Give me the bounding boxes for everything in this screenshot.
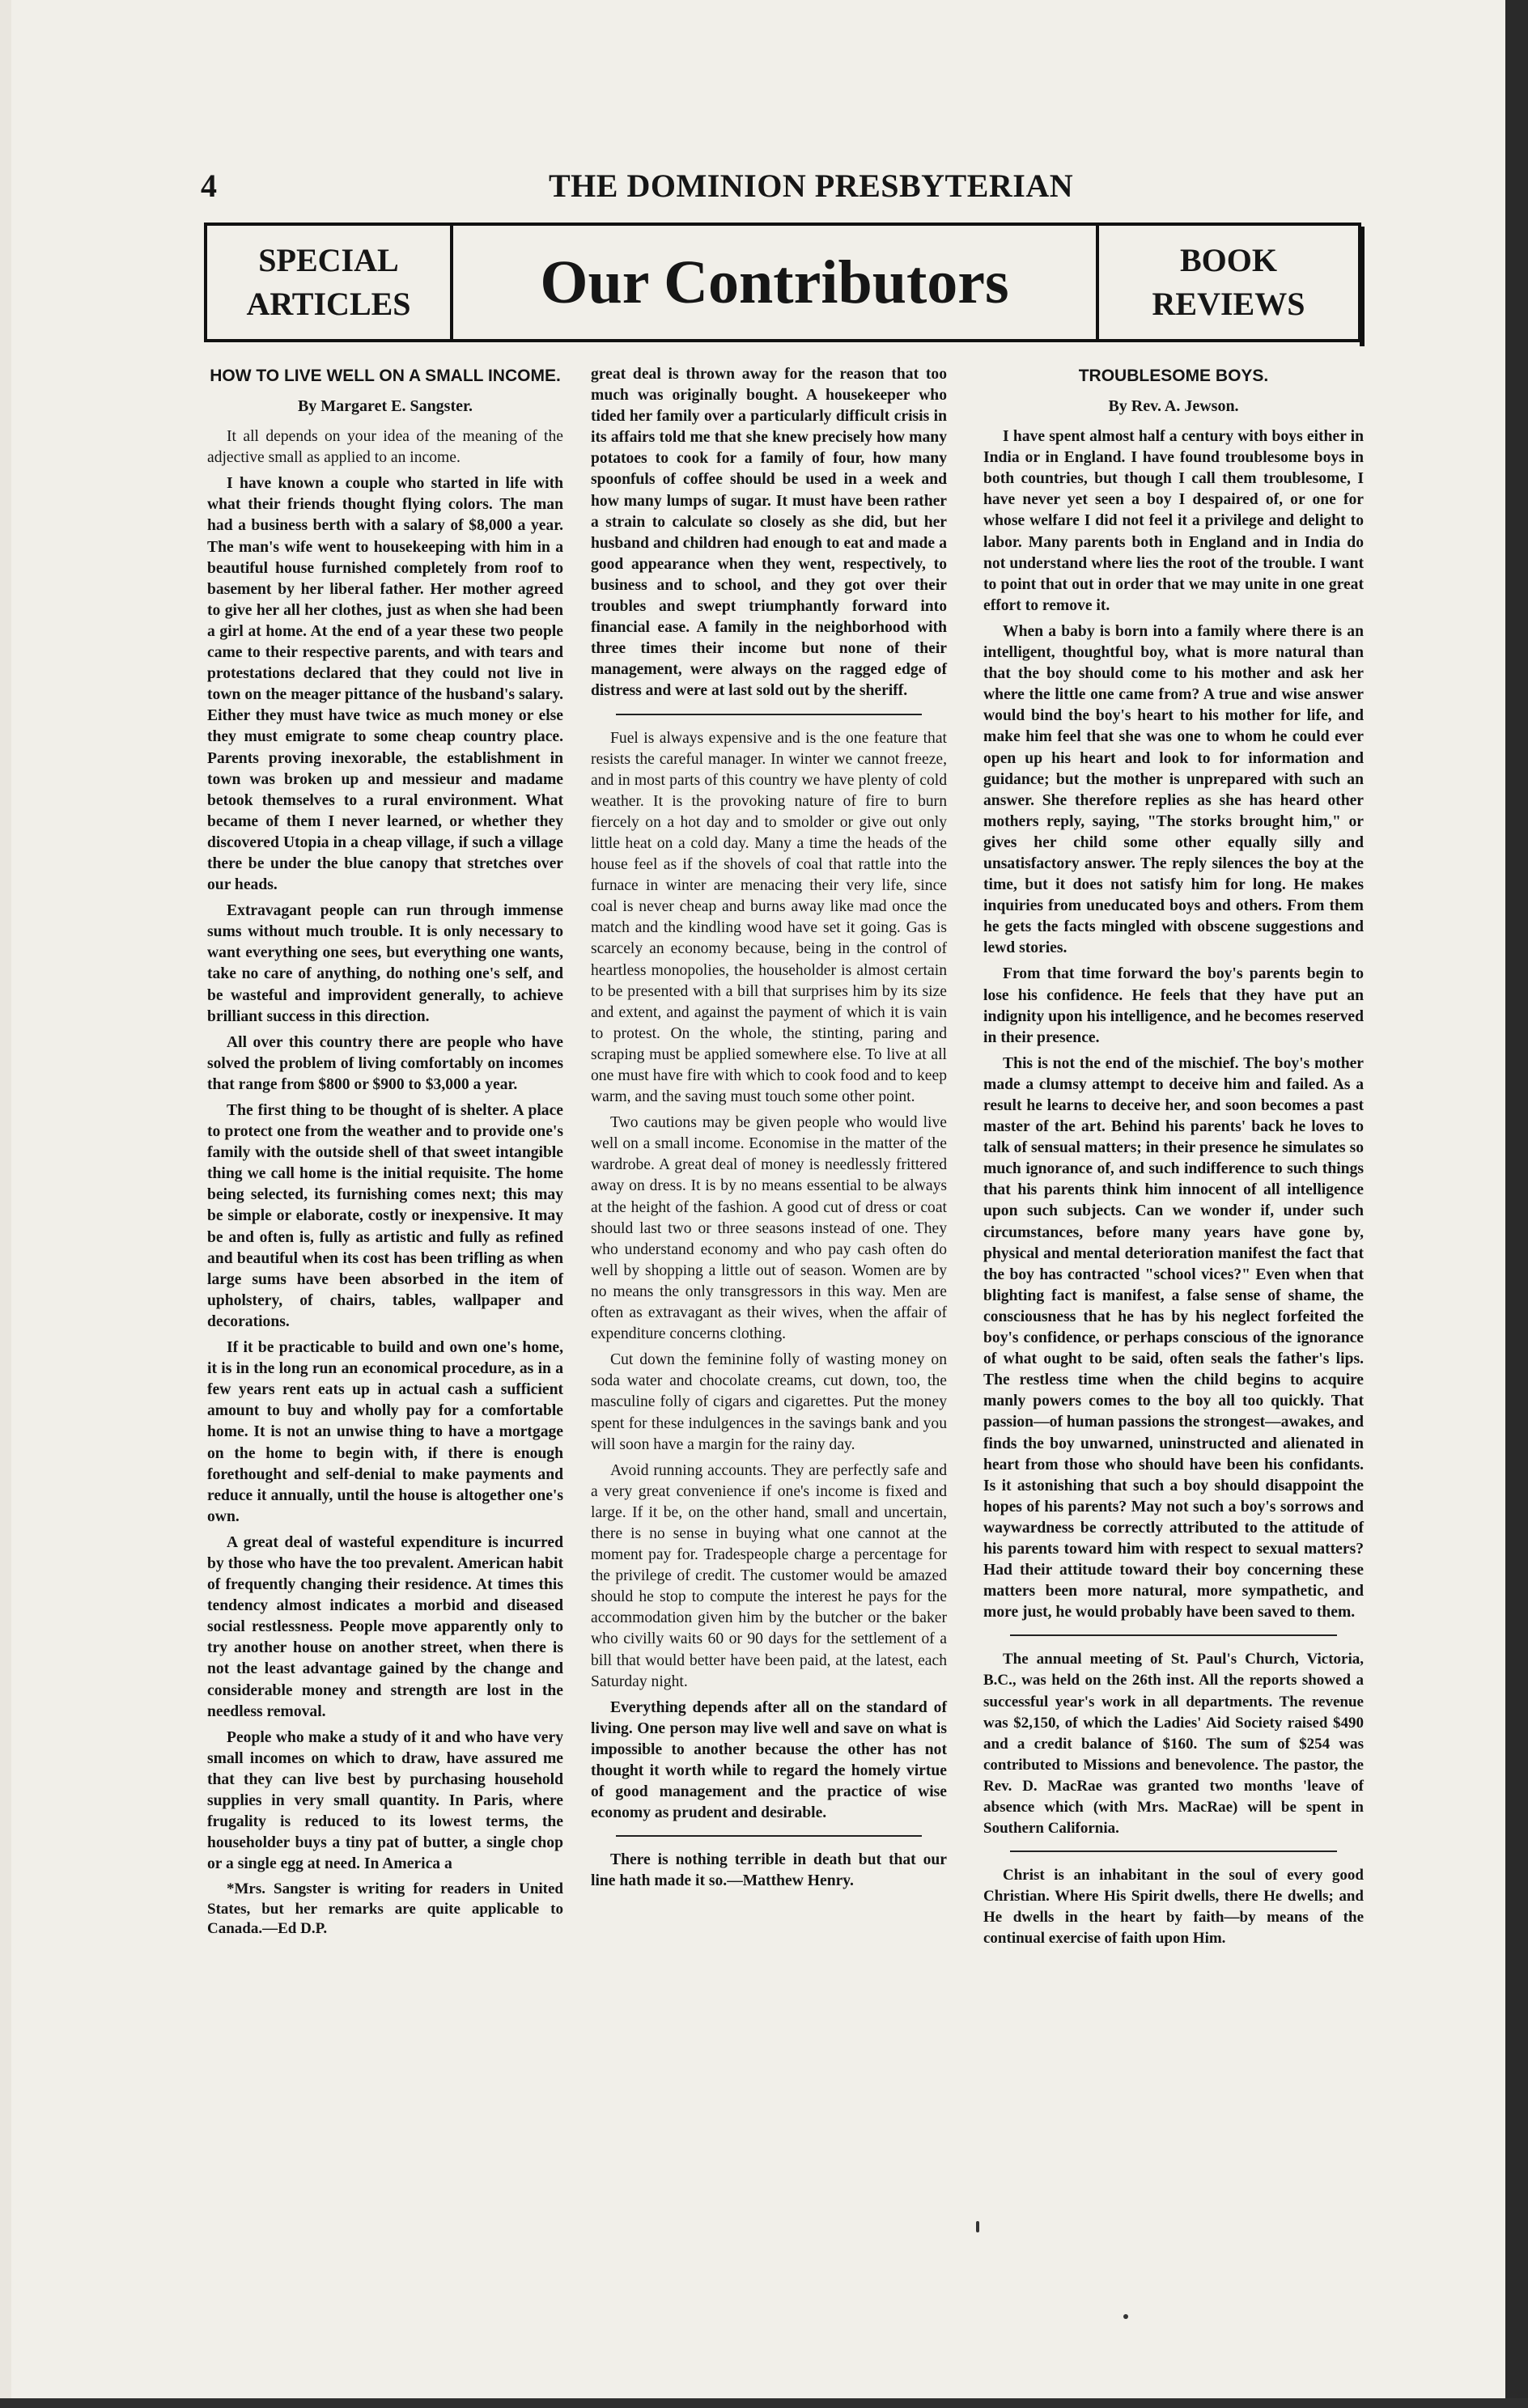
running-head bbox=[201, 167, 1368, 207]
divider bbox=[616, 714, 922, 715]
article-paragraph: It all depends on your idea of the meaning of the adjective small as applied to an income. bbox=[207, 428, 563, 467]
divider bbox=[1010, 1634, 1337, 1636]
column-2 bbox=[591, 364, 947, 1897]
article-paragraph: great deal is thrown away for the reason that too much was originally bought. A housekeeper who tided her family over a particularly difficult crisis in its affairs told me that she knew precisely how many potatoes to cook for a family of four, how many spoonfuls of coffee should be used in a week and how many lumps of sugar. It must have been rather a strain to calculate so closely as she did, but her husband and children had enough to eat and made a good appearance when they went, respectively, to business and to school, and they got over their troubles and swept triumphantly forward into financial ease. A family in the neighborhood with three times their income but none of their management, were always on the ragged edge of distress and were at last sold out by the sheriff. bbox=[591, 366, 947, 700]
scan-edge-right bbox=[1505, 0, 1528, 2408]
article-paragraph: All over this country there are people who have solved the problem of living comfortably on incomes that range from $800 or $900 to $3,000 a year. bbox=[207, 1033, 563, 1093]
section-masthead bbox=[204, 223, 1361, 342]
divider bbox=[616, 1835, 922, 1837]
article-paragraph: I have known a couple who started in life with what their friends thought flying colors. The man had a business berth with a salary of $8,000 a year. The man's wife went to housekeeping with him in a beautiful house furnished completely from roof to basement by her liberal father. Her mother agreed to give her all her clothes, just as when she had been a girl at home. At the end of a year these two people came to their respective parents, and with tears and protestations declared that they could not live in town on the meager pittance of the husband's salary. Either they must have twice as much money or else they must emigrate to some cheap country place. Parents proving inexorable, the establishment in town was broken up and messieur and madame betook themselves to a rural environment. What became of them I never learned, or whether they discovered Utopia in a cheap village, if such a village there be under the blue canopy that stretches over our heads. bbox=[207, 475, 563, 894]
article-paragraph: Fuel is always expensive and is the one feature that resists the careful manager. In winter we cannot freeze, and in most parts of this country we have plenty of cold weather. It is the provoking nature of fire to burn fiercely on a hot day and to smolder or give out only little heat on a cold day. Many a time the heads of the house feel as if the shovels of coal that rattle into the furnace in winter are menacing their very life, since coal is never cheap and burns away like mad once the match and the kindling wood have set it going. Gas is scarcely an economy because, being in the control of heartless monopolies, the householder is almost certain to be presented with a bill that surprises him by its size and extent, and against the payment of which it is vain to protest. On the whole, the stinting, paring and scraping must be applied somewhere else. To live at all one must have fire with which to cook food and to keep warm, and the saving must touch some other point. bbox=[591, 729, 947, 1106]
article-footnote: *Mrs. Sangster is writing for readers in United States, but her remarks are quite applicable to Canada.—Ed D.P. bbox=[207, 1880, 563, 1938]
article-paragraph: I have spent almost half a century with boys either in India or in England. I have found troublesome boys in both countries, but though I call them troublesome, I have never yet seen a boy I despaired of, or one for whose welfare I did not feel it a privilege and delight to labor. Many parents both in England and in India do not understand where lies the root of the trouble. I want to point that out in order that we may unite in one great effort to remove it. bbox=[983, 428, 1364, 614]
section-title: Our Contributors bbox=[540, 248, 1009, 316]
article-byline: By Margaret E. Sangster. bbox=[297, 397, 473, 415]
masthead-right-line2: REVIEWS bbox=[1152, 286, 1305, 322]
masthead-left-line2: ARTICLES bbox=[246, 286, 411, 322]
article-byline: By Rev. A. Jewson. bbox=[1108, 397, 1239, 415]
article-paragraph: If it be practicable to build and own one's home, it is in the long run an economical procedure, as in a few years rent eats up in actual cash a sufficient amount to buy and wholly pay for a comfortable home. It is not an unwise thing to have a mortgage on the home to begin with, if there is enough forethought and self-denial to make payments and reduce it annually, until the house is altogether one's own. bbox=[207, 1339, 563, 1525]
article-paragraph: People who make a study of it and who have very small incomes on which to draw, have assured me that they can live best by purchasing household supplies in very small quantity. In Paris, where frugality is reduced to its lowest terms, the householder buys a tiny pat of butter, a single chop or a single egg at need. In America a bbox=[207, 1728, 563, 1873]
divider bbox=[1010, 1851, 1337, 1852]
article-paragraph: When a baby is born into a family where there is an intelligent, thoughtful boy, what is more natural than that the boy should come to his mother and ask her where the little one came from? A true and wise answer would bind the boy's heart to his mother for life, and make him feel that she was one to whom he could ever open up his heart and look to for information and guidance; but the mother is unprepared with such an answer. She therefore replies as she has heard other mothers reply, saying, "The storks brought him," or gives her child some other equally silly and unsatisfactory answer. The reply silences the boy at the time, but it does not satisfy him for long. He makes inquiries from uneducated boys and others. From them he gets the facts mingled with obscene suggestions and lewd stories. bbox=[983, 622, 1364, 957]
closing-quote: There is nothing terrible in death but that our line hath made it so.—Matthew Henry. bbox=[591, 1851, 947, 1890]
article-title: TROUBLESOME BOYS. bbox=[1078, 367, 1269, 385]
masthead-shadow bbox=[1360, 227, 1365, 346]
article-paragraph: The first thing to be thought of is shelter. A place to protect one from the weather and to provide one's family with the outside shell of that sweet intangible thing we call home is the initial requisite. The home being selected, its furnishing comes next; this may be simple or elaborate, costly or inexpensive. It may be and often is, fully as artistic and fully as refined and beautiful when its cost has been trifling as when large sums have been absorbed in the item of upholstery, of chairs, tables, wallpaper and decorations. bbox=[207, 1102, 563, 1330]
article-paragraph: Everything depends after all on the standard of living. One person may live well and save on what is impossible to another because the other has not thought it worth while to regard the homely virtue of good management and the practice of wise economy as prudent and desirable. bbox=[591, 1698, 947, 1822]
masthead-right-line1: BOOK bbox=[1179, 242, 1278, 278]
scan-edge-bottom bbox=[0, 2398, 1528, 2408]
masthead-left-line1: SPECIAL bbox=[258, 242, 399, 278]
page-number: 4 bbox=[201, 167, 218, 204]
masthead-left-box bbox=[207, 226, 453, 339]
column-3 bbox=[983, 364, 1364, 1955]
article-paragraph: From that time forward the boy's parents begin to lose his confidence. He feels that they have put an indignity upon his intelligence, and he becomes reserved in their presence. bbox=[983, 965, 1364, 1046]
article-paragraph: Two cautions may be given people who would live well on a small income. Economise in the matter of the wardrobe. A great deal of money is needlessly frittered away on dress. It is by no means essential to be always at the height of the fashion. A good cut of dress or coat should last two or three seasons instead of one. They who understand economy and who pay cash often do well by shopping a little out of season. Women are by no means the only transgressors in this way. Men are often as extravagant as their wives, when the affair of expenditure concerns clothing. bbox=[591, 1114, 947, 1343]
article-paragraph: A great deal of wasteful expenditure is incurred by those who have the too prevalent. American habit of frequently changing their residence. At times this tendency almost indicates a morbid and diseased social restlessness. People move apparently only to try another house on another street, when there is not the least advantage gained by the change and considerable money and strength are lost in the needless removal. bbox=[207, 1533, 563, 1720]
article-paragraph: Extravagant people can run through immense sums without much trouble. It is only necessary to want everything one sees, but everything one wants, take no care of anything, do nothing one's self, and be wasteful and improvident generally, to achieve brilliant success in this direction. bbox=[207, 902, 563, 1025]
masthead-right-box bbox=[1096, 226, 1358, 339]
article-paragraph: Avoid running accounts. They are perfectly safe and a very great convenience if one's income is fixed and large. If it be, on the other hand, small and uncertain, there is no sense in buying what one cannot at the moment pay for. Tradespeople charge a percentage for the privilege of credit. The customer would be amazed should he stop to compute the interest he pays for the accommodation given him by the butcher or the baker who civilly waits 60 or 90 days for the settlement of a bill that would better have been paid, at the latest, each Saturday night. bbox=[591, 1461, 947, 1690]
print-speck bbox=[1123, 2314, 1128, 2319]
column-1 bbox=[207, 364, 563, 1944]
print-speck bbox=[976, 2221, 979, 2232]
church-notice: The annual meeting of St. Paul's Church, Victoria, B.C., was held on the 26th inst. All the reports showed a successful year's work in all departments. The revenue was $2,150, of which the Ladies' Aid Society raised $490 and a credit balance of $160. The sum of $254 was contributed to Missions and benevolence. The pastor, the Rev. D. MacRae was granted two months 'leave of absence which (with Mrs. MacRae) will be spent in Southern California. bbox=[983, 1651, 1364, 1838]
article-paragraph: Cut down the feminine folly of wasting money on soda water and chocolate creams, cut down, too, the masculine folly of cigars and cigarettes. Put the money spent for these indulgences in the savings bank and you will soon have a margin for the rainy day. bbox=[591, 1351, 947, 1453]
article-paragraph: This is not the end of the mischief. The boy's mother made a clumsy attempt to deceive him and failed. As a result he learns to deceive her, and soon becomes a past master of the art. Behind his parents' back he loves to talk of sensual matters; in their presence he simulates so much ignorance of, and such indifference to such things that his parents think him innocent of all intelligence upon such subjects. Can we wonder if, under such circumstances, before many years have gone by, physical and mental deterioration manifest the fact that the boy has contracted "school vices?" Even when that blighting fact is manifest, a false sense of shame, the consciousness that he has by his neglect forfeited the boy's confidence, or perhaps conscious of the ignorance of what ought to be said, often seals the father's lips. The restless time when the child begins to acquire manly powers comes to the boy all too quickly. That passion—of human passions the strongest—awakes, and finds the boy unwarned, uninstructed and alienated in heart from those who should have been his confidants. Is it astonishing that such a boy should disappoint the hopes of his parents? May not such a boy's sorrows and waywardness be correctly attributed to the attitude of his parents toward him with respect to sexual matters? Had their attitude toward their boy concerning these matters been more natural, more sympathetic, and more just, he would probably have been saved to them. bbox=[983, 1054, 1365, 1622]
closing-quote: Christ is an inhabitant in the soul of every good Christian. Where His Spirit dwells, there He dwells; and He dwells in the heart by faith—by means of the continual exercise of faith upon Him. bbox=[983, 1867, 1364, 1948]
article-title: HOW TO LIVE WELL ON A SMALL INCOME. bbox=[210, 367, 561, 385]
journal-title: THE DOMINION PRESBYTERIAN bbox=[549, 167, 1074, 204]
